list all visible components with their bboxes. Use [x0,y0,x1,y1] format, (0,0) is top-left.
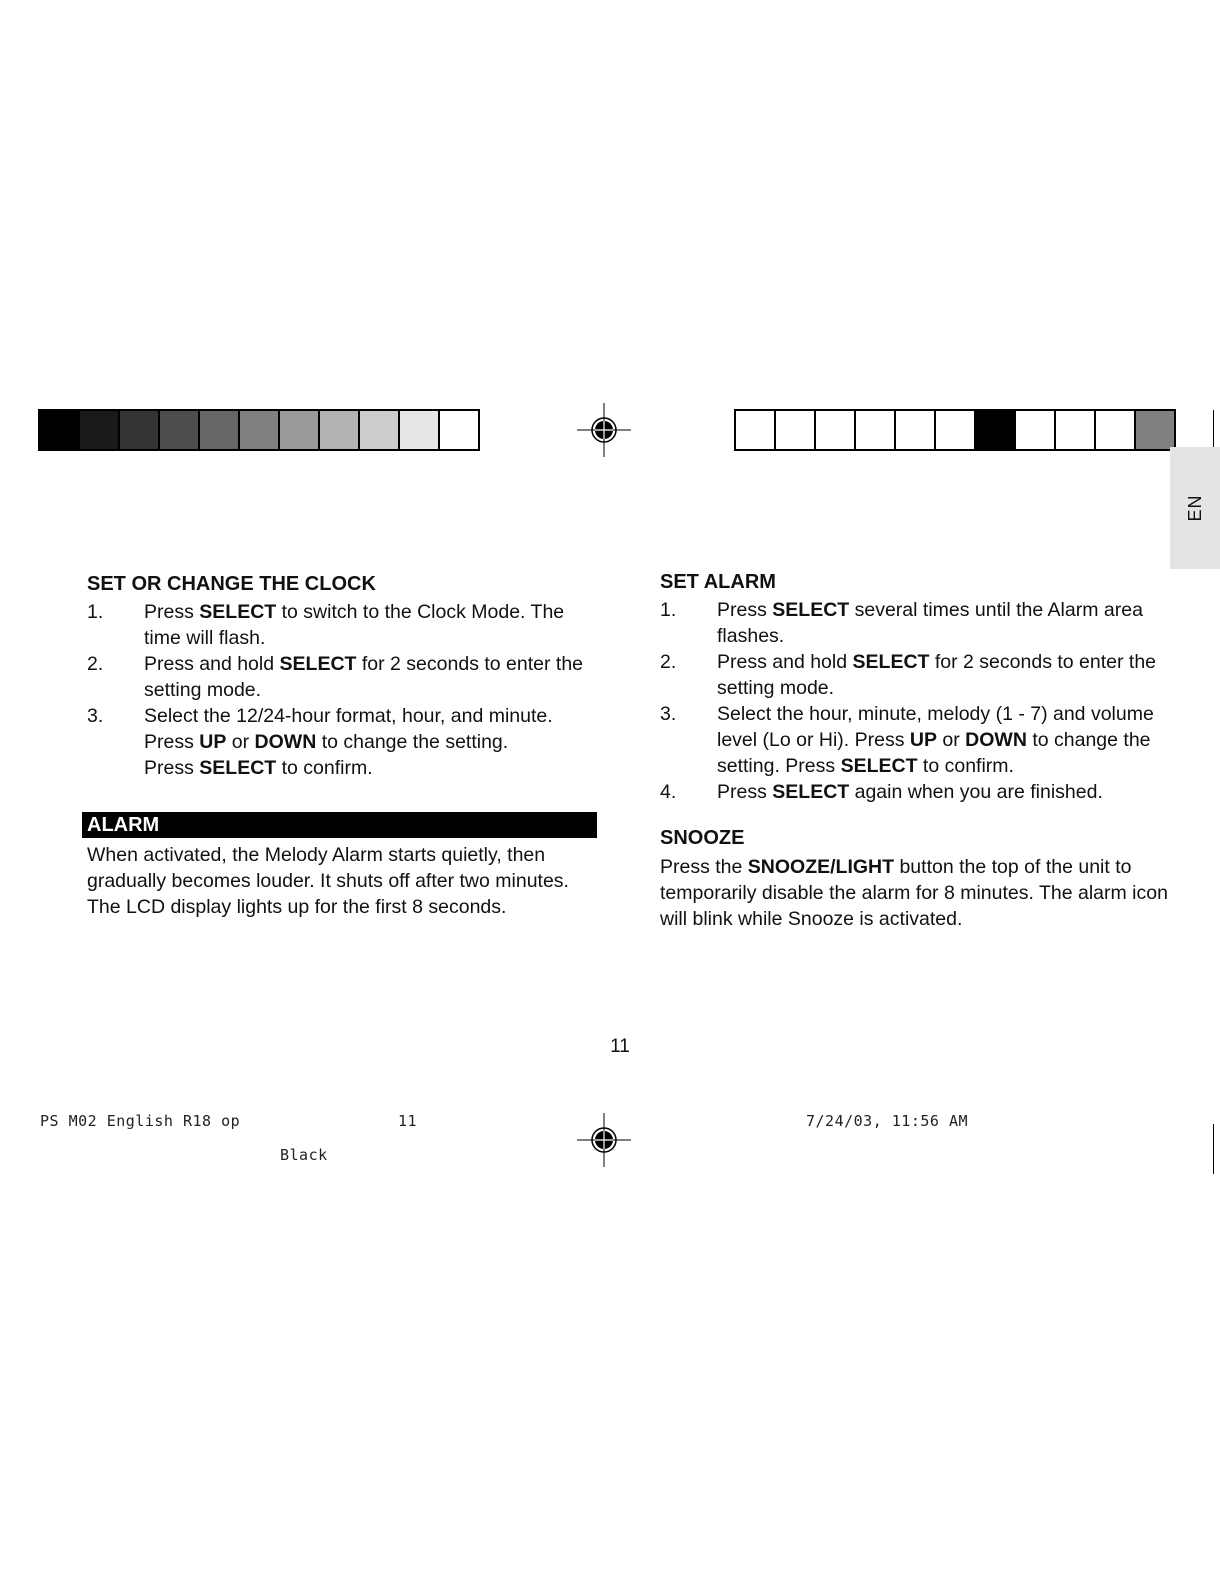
text: Select the hour, minute, melody (1 - 7) and volume level (Lo or Hi). Press [717,703,1154,751]
text: to change the setting. Press [717,729,1151,777]
gray-swatch [280,411,318,449]
text: to switch to the Clock Mode. The time will flash. [144,601,565,649]
text: again when you are finished. [849,781,1103,803]
text: to confirm. [276,757,373,779]
text: or [226,731,255,753]
gray-swatch [80,411,118,449]
mark-swatch [736,411,774,449]
mark-swatch [936,411,974,449]
keyword: UP [909,729,937,751]
mark-swatch [976,411,1014,449]
set-alarm-steps-list [660,597,1180,805]
list-item [87,703,597,781]
keyword: DOWN [254,731,317,753]
text: Press [717,781,773,803]
list-number: 3. [660,703,677,725]
text: or [936,729,966,751]
mark-swatch [1096,411,1134,449]
text: Select the 12/24-hour format, hour, and minute. [144,705,553,727]
gray-swatch [200,411,238,449]
slug-plate: Black [280,1146,328,1164]
gray-swatch [400,411,438,449]
language-tab [1170,447,1220,569]
color-mark-calibration-bar [734,409,1176,451]
text: Press [144,731,200,753]
trim-line [1213,410,1214,448]
list-item [660,779,1180,805]
alarm-heading: ALARM [82,812,597,838]
text: Press [144,757,200,779]
list-item [660,649,1180,701]
mark-swatch [1056,411,1094,449]
gray-swatch [440,411,478,449]
page-number: 11 [610,1036,630,1057]
list-number: 2. [660,651,677,673]
slug-filename: PS M02 English R18 op [40,1112,241,1130]
mark-swatch [1136,411,1174,449]
text: Press [717,599,773,621]
text: Press and hold [144,653,280,675]
list-item [660,597,1180,649]
gray-swatch [120,411,158,449]
list-number: 4. [660,781,677,803]
list-number: 3. [87,705,104,727]
grayscale-calibration-bar [38,409,480,451]
slug-page: 11 [398,1112,418,1130]
alarm-description: When activated, the Melody Alarm starts quietly, then gradually becomes louder. It shuts off after two minutes. The LCD display lights up for the first 8 seconds. [87,844,569,918]
text: for 2 seconds to enter the setting mode. [717,651,1157,699]
mark-swatch [816,411,854,449]
text: Press [144,601,200,623]
list-number: 2. [87,653,104,675]
list-number: 1. [87,601,104,623]
list-number: 1. [660,599,677,621]
set-alarm-heading: SET ALARM [660,571,776,593]
keyword: DOWN [965,729,1027,751]
snooze-description [660,854,1180,932]
snooze-heading: SNOOZE [660,827,745,849]
keyword: SELECT [772,781,850,803]
keyword: SELECT [772,599,850,621]
text: button the top of the unit to temporarily disable the alarm for 8 minutes. The alarm icon will blink while Snooze is activated. [660,856,1168,930]
text: to change the setting. [316,731,509,753]
language-tab-label: EN [1184,494,1205,522]
keyword: SELECT [199,601,277,623]
keyword: SELECT [852,651,930,673]
list-item [660,701,1180,779]
mark-swatch [856,411,894,449]
slug-date: 7/24/03, 11:56 AM [806,1112,969,1130]
clock-heading: SET OR CHANGE THE CLOCK [87,573,376,595]
mark-swatch [776,411,814,449]
trim-line [1213,1124,1214,1174]
gray-swatch [160,411,198,449]
keyword: SELECT [840,755,918,777]
registration-mark-icon [577,403,631,457]
keyword: SELECT [199,757,277,779]
mark-swatch [1016,411,1054,449]
gray-swatch [360,411,398,449]
text: for 2 seconds to enter the setting mode. [144,653,584,701]
text: to confirm. [917,755,1014,777]
keyword: UP [199,731,227,753]
clock-steps-list [87,599,597,781]
keyword: SELECT [279,653,357,675]
gray-swatch [240,411,278,449]
mark-swatch [896,411,934,449]
keyword: SNOOZE/LIGHT [747,856,895,878]
text: Press and hold [717,651,853,673]
registration-mark-icon [577,1113,631,1167]
text: several times until the Alarm area flashes. [717,599,1143,647]
gray-swatch [40,411,78,449]
list-item [87,599,597,651]
gray-swatch [320,411,358,449]
list-item [87,651,597,703]
text: Press the [660,856,748,878]
